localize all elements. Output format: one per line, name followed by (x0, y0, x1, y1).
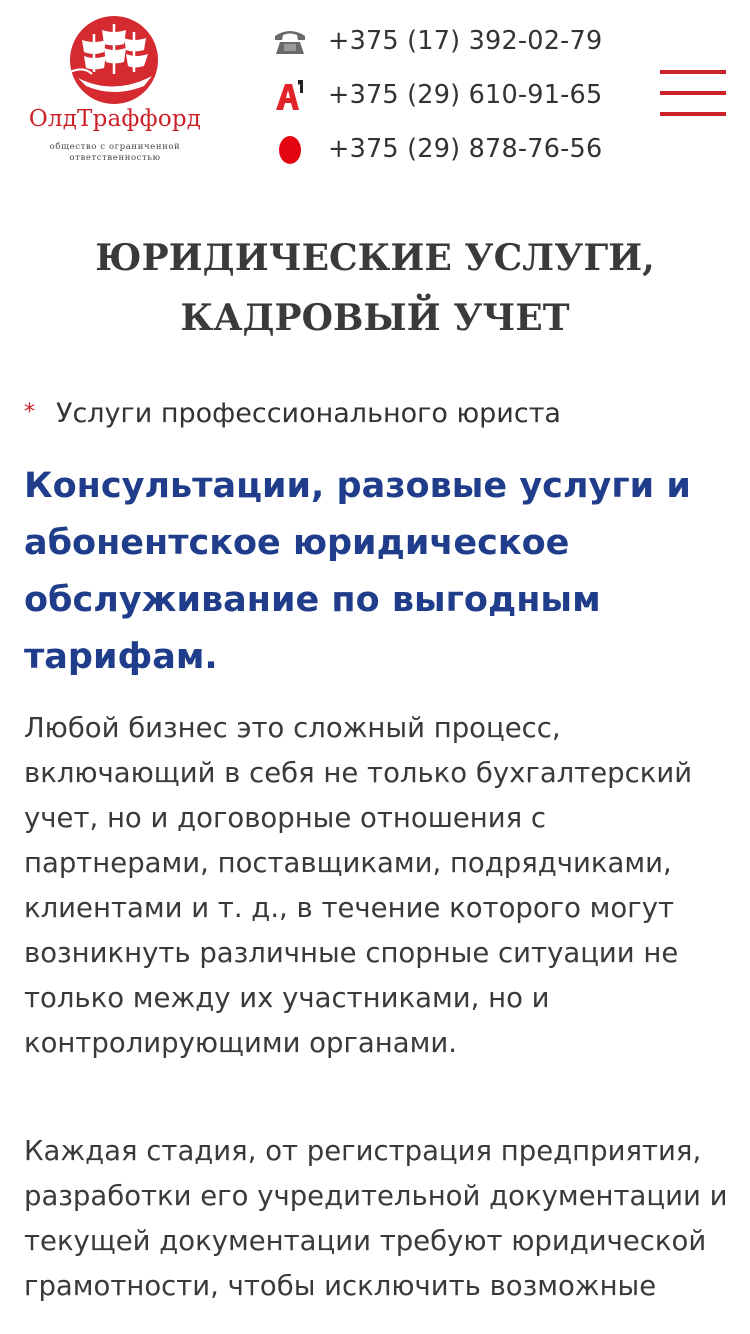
site-header (0, 0, 750, 190)
phone-number-landline: +375 (17) 392-02-79 (328, 26, 603, 56)
phone-number-mts: +375 (29) 878-76-56 (328, 134, 603, 164)
phone-number-a1: +375 (29) 610-91-65 (328, 80, 603, 110)
hamburger-menu-icon[interactable] (660, 68, 726, 120)
menu-bar-bottom (660, 112, 726, 116)
logo-subtitle-line1: общество с ограниченной (49, 142, 181, 152)
paragraph-1: Любой бизнес это сложный процесс, включающий в себя не только бухгалтерский учет, но и договорные отношения с партнерами, поставщиками, подрядчиками, клиентами и т. д., в течение которого могут возникнуть различные спорные ситуации не только между их участниками, но и контролирующими органами. (24, 712, 693, 1059)
a1-operator-icon (270, 75, 310, 115)
page-title-line1: ЮРИДИЧЕСКИЕ УСЛУГИ, (95, 237, 655, 279)
logo-name: ОлдТраффорд (28, 106, 202, 132)
sailing-ship-icon (64, 14, 164, 106)
logo-subtitle (22, 142, 208, 164)
page-title (40, 228, 710, 348)
bullet-text: Услуги профессионального юриста (56, 398, 561, 429)
asterisk-icon: * (24, 400, 35, 425)
company-logo[interactable] (22, 14, 208, 168)
phone-list (270, 14, 630, 176)
page-title-line2: КАДРОВЫЙ УЧЕТ (180, 297, 570, 339)
mts-operator-icon (270, 129, 310, 169)
headline: Консультации, разовые услуги и абонентское юридическое обслуживание по выгодным тарифам. (24, 466, 691, 677)
logo-subtitle-line2: ответственностью (69, 153, 161, 163)
service-bullet (24, 393, 724, 435)
telephone-icon (270, 21, 310, 61)
paragraph-2: Каждая стадия, от регистрация предприятия, разработки его учредительной документации и текущей документации требуют юридической грамотности, чтобы исключить возможные (24, 1135, 728, 1302)
menu-bar-top (660, 70, 726, 74)
phone-link-mts[interactable] (270, 122, 630, 176)
menu-bar-middle (660, 91, 726, 95)
phone-link-a1[interactable] (270, 68, 630, 122)
phone-link-landline[interactable] (270, 14, 630, 68)
